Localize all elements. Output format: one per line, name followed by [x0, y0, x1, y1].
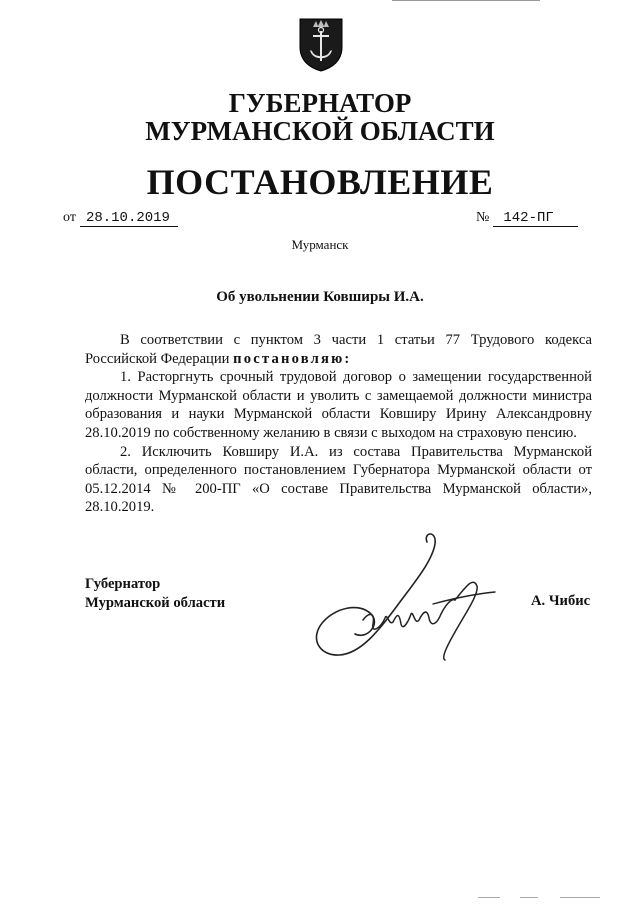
document-body: [85, 331, 592, 517]
date-prefix: от: [63, 210, 76, 225]
scan-top-line: [392, 0, 540, 1]
issuer-title-line2: МУРМАНСКОЙ ОБЛАСТИ: [145, 116, 495, 146]
number-line: [476, 210, 578, 227]
scan-artifact-mark: [560, 897, 600, 898]
signatory-position-line2: Мурманской области: [85, 594, 226, 611]
scan-artifact-mark: [478, 897, 500, 898]
coat-of-arms-emblem: [298, 17, 344, 72]
decree-keyword: постановляю:: [233, 350, 352, 367]
document-subject: Об увольнении Ковширы И.А.: [216, 289, 424, 305]
city-label: Мурманск: [291, 237, 349, 252]
paragraph-preamble: [85, 331, 592, 368]
signatory-name: А. Чибис: [531, 593, 591, 609]
handwritten-signature: [305, 528, 505, 663]
paragraph-item-2: 2. Исключить Ковширу И.А. из состава Правительства Мурманской области, определенного постановлением Губернатора Мурманской области от 05.12.2014 № 200-ПГ «О составе Правительства Мурманской области», 28.10.2019.: [85, 443, 592, 516]
document-number: 142-ПГ: [493, 210, 577, 227]
scan-artifact-mark: [520, 897, 538, 898]
number-prefix: №: [476, 210, 490, 225]
document-type-title: ПОСТАНОВЛЕНИЕ: [146, 162, 494, 202]
paragraph-item-1: 1. Расторгнуть срочный трудовой договор о замещении государственной должности Мурманской области и уволить с замещаемой должности министра образования и науки Мурманской области Ковширу Ирину Александровну 28.10.2019 по собственному желанию в связи с выходом на страховую пенсию.: [85, 369, 592, 441]
signatory-position: [85, 575, 225, 612]
preamble-text: В соответствии с пунктом 3 части 1 статьи 77 Трудового кодекса Российской Федерации: [85, 332, 592, 367]
issuer-title-line1: ГУБЕРНАТОР: [228, 88, 412, 118]
date-line: [63, 210, 178, 227]
signatory-position-line1: Губернатор: [85, 576, 161, 592]
document-date: 28.10.2019: [80, 210, 178, 227]
